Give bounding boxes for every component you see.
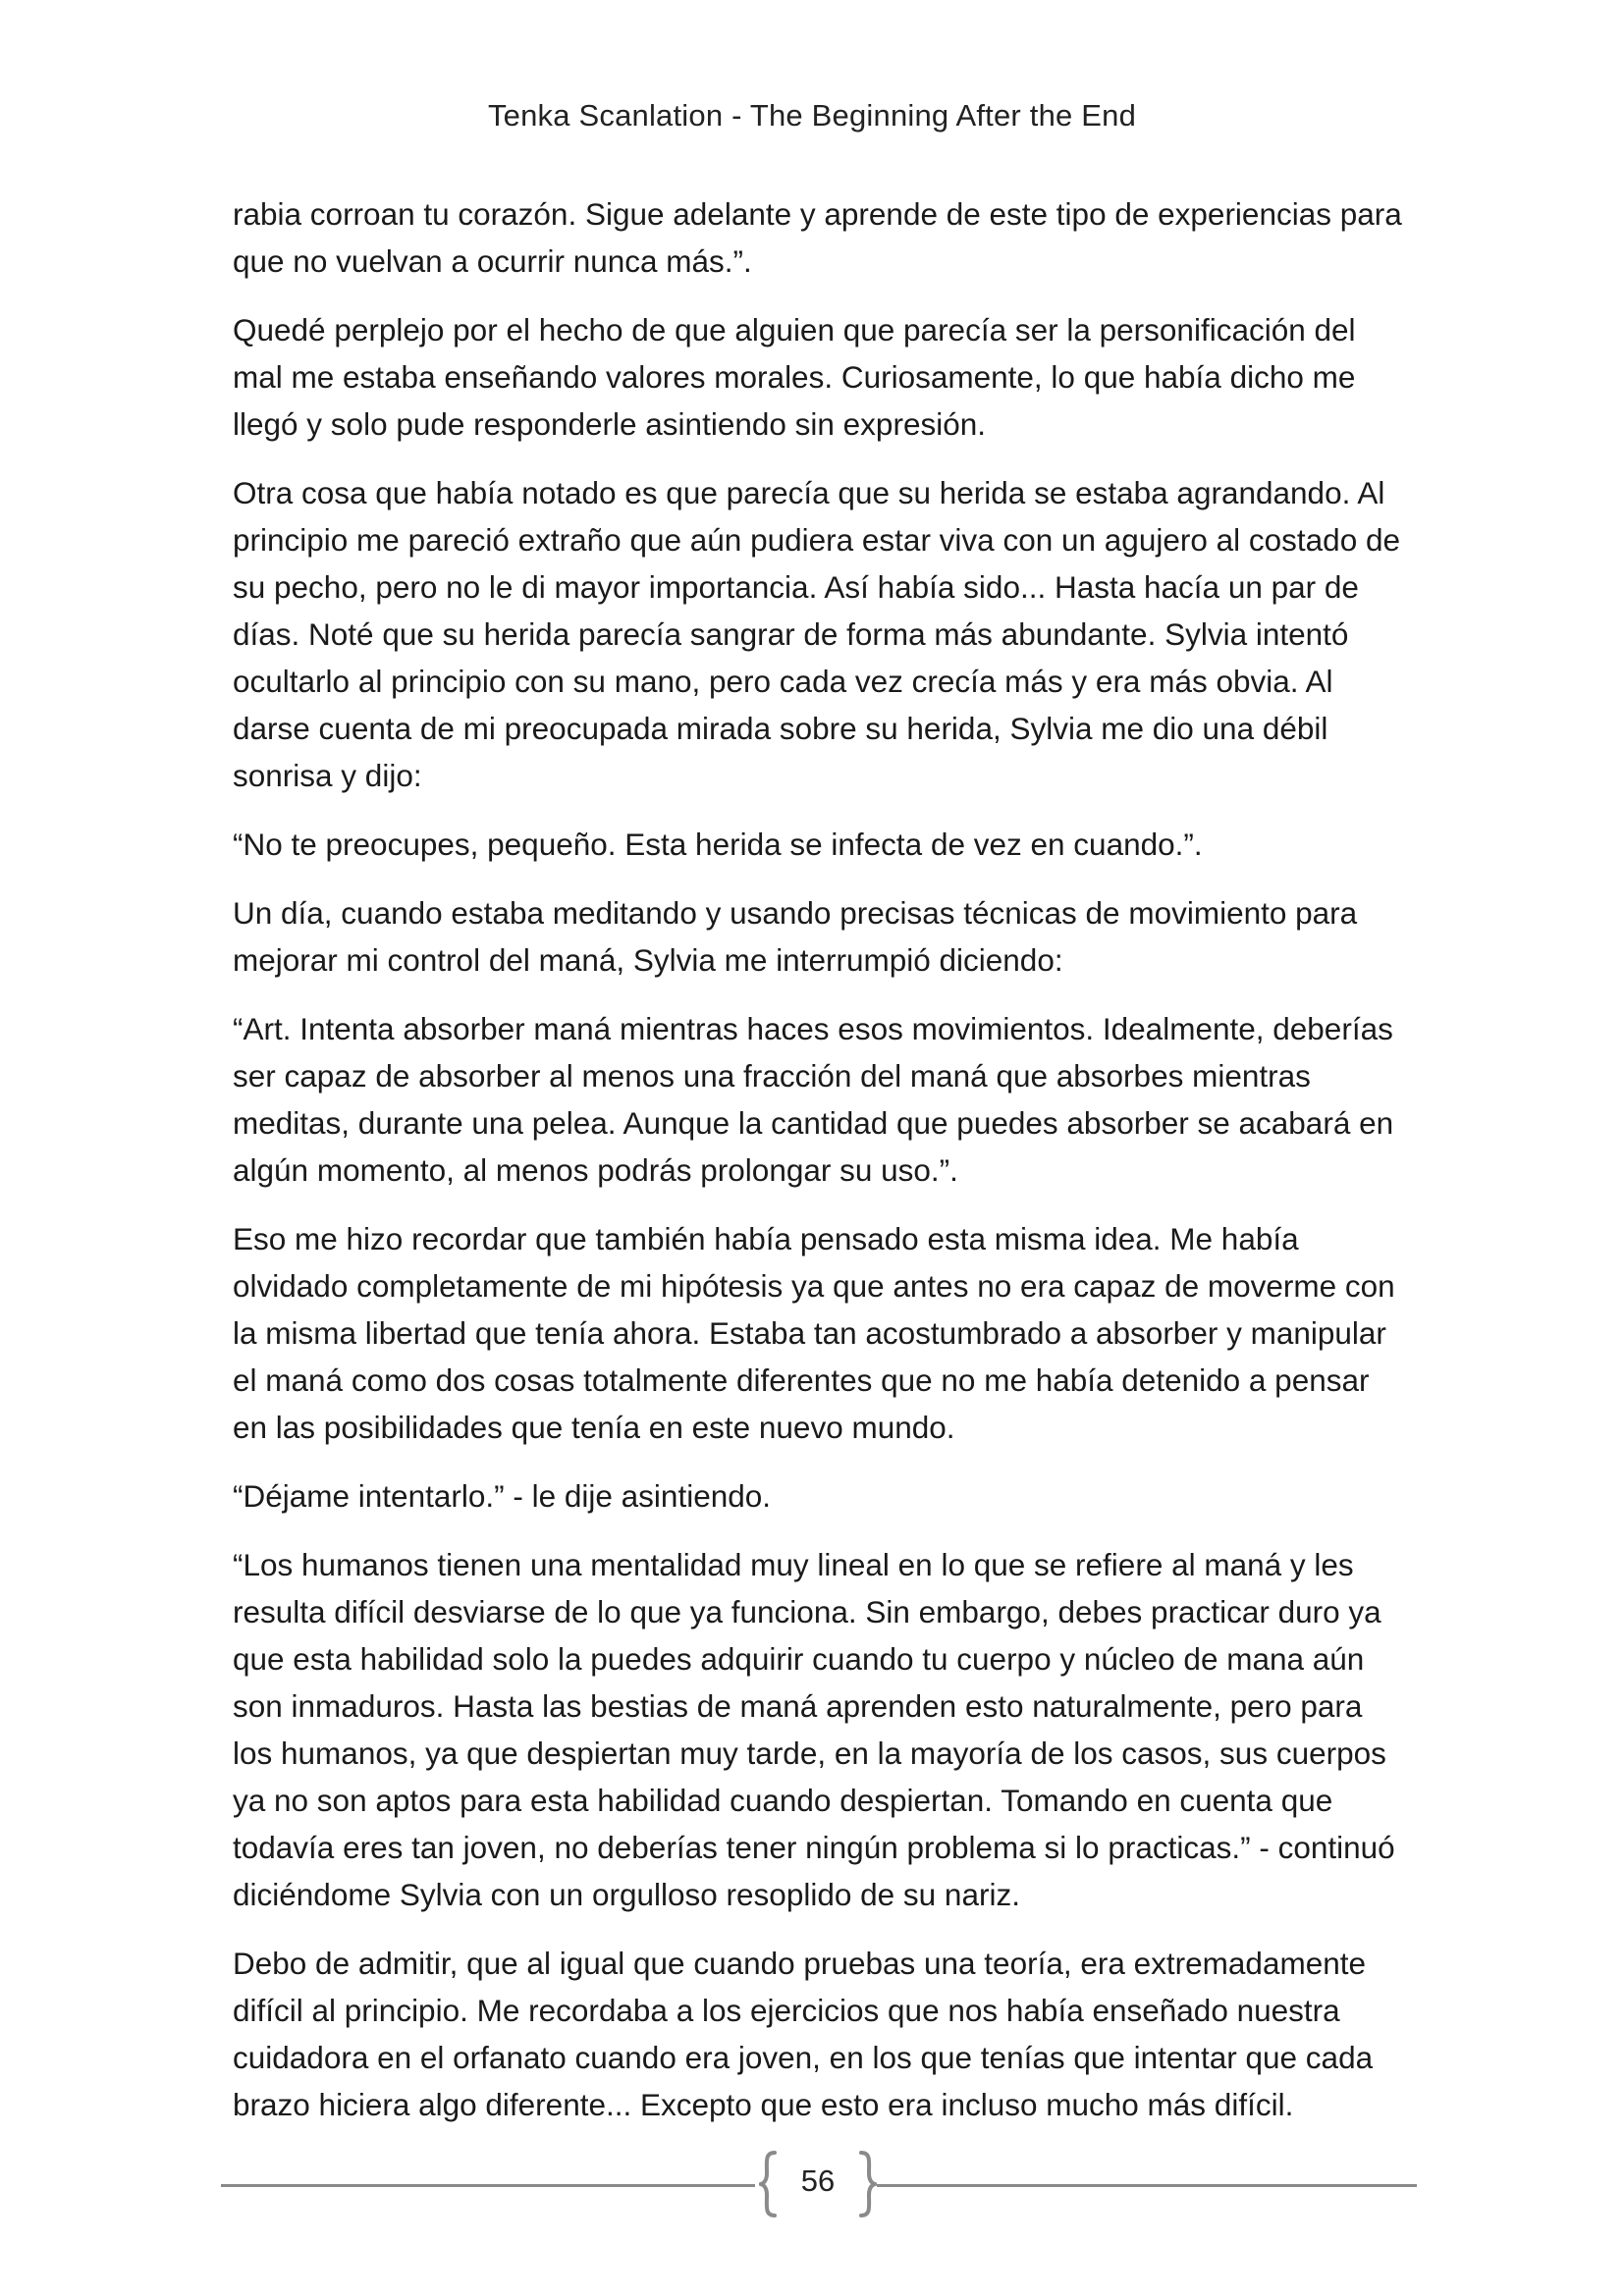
paragraph: “Art. Intenta absorber maná mientras haces esos movimientos. Idealmente, deberías ser capaz de absorber al menos una fracción del maná que absorbes mientras meditas, durante una pelea. Aunque la cantidad que puedes absorber se acabará en algún momento, al menos podrás prolongar su uso.”. bbox=[233, 1011, 1394, 1188]
left-brace-icon bbox=[759, 2150, 779, 2218]
paragraph: “Déjame intentarlo.” - le dije asintiendo. bbox=[233, 1478, 772, 1514]
page-footer bbox=[221, 2150, 1417, 2218]
paragraph: Eso me hizo recordar que también había pensado esta misma idea. Me había olvidado completamente de mi hipótesis ya que antes no era capaz de moverme con la misma libertad que tenía ahora. Estaba tan acostumbrado a absorber y manipular el maná como dos cosas totalmente diferentes que no me había detenido a pensar en las posibilidades que tenía en este nuevo mundo. bbox=[233, 1221, 1395, 1445]
paragraph: Otra cosa que había notado es que parecía que su herida se estaba agrandando. Al principio me pareció extraño que aún pudiera estar viva con un agujero al costado de su pecho, pero no le di mayor importancia. Así había sido... Hasta hacía un par de días. Noté que su herida parecía sangrar de forma más abundante. Sylvia intentó ocultarlo al principio con su mano, pero cada vez crecía más y era más obvia. Al darse cuenta de mi preocupada mirada sobre su herida, Sylvia me dio una débil sonrisa y dijo: bbox=[233, 475, 1401, 793]
footer-rule-left bbox=[221, 2184, 755, 2187]
paragraph: “No te preocupes, pequeño. Esta herida se infecta de vez en cuando.”. bbox=[233, 827, 1203, 862]
paragraph: rabia corroan tu corazón. Sigue adelante y aprende de este tipo de experiencias para que no vuelvan a ocurrir nunca más.”. bbox=[233, 196, 1402, 279]
paragraph: “Los humanos tienen una mentalidad muy lineal en lo que se refiere al maná y les resulta difícil desviarse de lo que ya funciona. Sin embargo, debes practicar duro ya que esta habilidad solo la puedes adquirir cuando tu cuerpo y núcleo de mana aún son inmaduros. Hasta las bestias de maná aprenden esto naturalmente, pero para los humanos, ya que despiertan muy tarde, en la mayoría de los casos, sus cuerpos ya no son aptos para esta habilidad cuando despiertan. Tomando en cuenta que todavía eres tan joven, no deberías tener ningún problema si lo practicas.” - continuó diciéndome Sylvia con un orgulloso resoplido de su nariz. bbox=[233, 1547, 1395, 1912]
paragraph: Debo de admitir, que al igual que cuando pruebas una teoría, era extremadamente difícil al principio. Me recordaba a los ejercicios que nos había enseñado nuestra cuidadora en el orfanato cuando era joven, en los que tenías que intentar que cada brazo hiciera algo diferente... Excepto que esto era incluso mucho más difícil. bbox=[233, 1946, 1374, 2122]
footer-rule-right bbox=[877, 2184, 1417, 2187]
body-text bbox=[233, 190, 1406, 2150]
paragraph: Quedé perplejo por el hecho de que alguien que parecía ser la personificación del mal me estaba enseñando valores morales. Curiosamente, lo que había dicho me llegó y solo pude responderle asintiendo sin expresión. bbox=[233, 312, 1356, 442]
page-number: 56 bbox=[800, 2163, 836, 2198]
page-header-title: Tenka Scanlation - The Beginning After the End bbox=[487, 98, 1137, 133]
paragraph: Un día, cuando estaba meditando y usando precisas técnicas de movimiento para mejorar mi control del maná, Sylvia me interrumpió diciendo: bbox=[233, 895, 1358, 978]
right-brace-icon bbox=[857, 2150, 877, 2218]
